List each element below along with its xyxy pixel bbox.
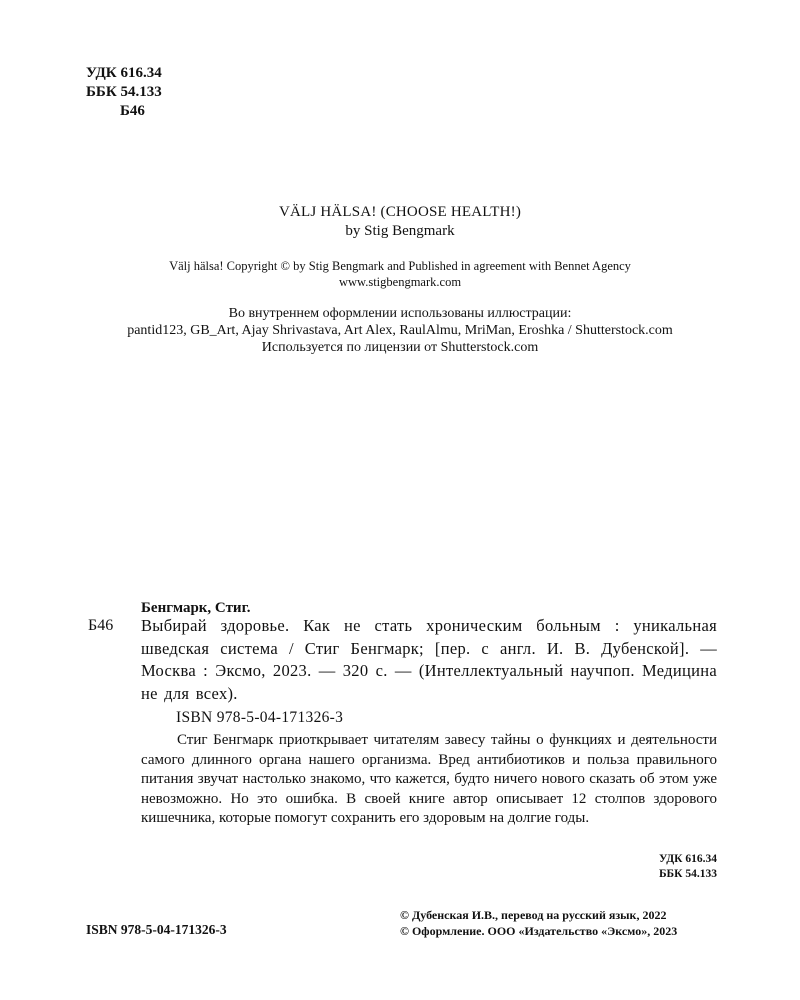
original-author: by Stig Bengmark (345, 223, 455, 239)
footer-udk: УДК 616.34 (658, 853, 717, 865)
original-title: VÄLJ HÄLSA! (CHOOSE HEALTH!) (278, 204, 522, 220)
bibliography-code: Б46 (88, 617, 114, 634)
bibliography-author: Бенгмарк, Стиг. (141, 600, 251, 616)
bibliography-isbn: ISBN 978-5-04-171326-3 (176, 709, 344, 726)
illustrations-credits (0, 305, 800, 356)
author-mark: Б46 (120, 103, 145, 119)
copyright-block (0, 258, 800, 290)
illustrations-intro: Во внутреннем оформлении использованы иллюстрации: (228, 306, 572, 321)
footer-bbk: ББК 54.133 (658, 868, 717, 880)
illustrations-license: Используется по лицензии от Shutterstock.com (261, 340, 539, 355)
author-website: www.stigbengmark.com (338, 275, 462, 289)
annotation-text: Стиг Бенгмарк приоткрывает читателям завесу тайны о функциях и деятельности самого длинного органа нашего организма. Вред антибиотиков и польза правильного питания звучат настолько знакомо, что кажется, будто ничего нового сказать об этом уже невозможно. Но это ошибка. В своей книге автор описывает 12 столпов здорового кишечника, которые помогут сохранить его здоровым на долгие годы. (141, 732, 717, 826)
illustrations-authors: pantid123, GB_Art, Ajay Shrivastava, Art Alex, RaulAlmu, MriMan, Eroshka / Shutterstock.com (127, 323, 673, 338)
classification-codes (86, 64, 162, 121)
footer-codes (600, 852, 717, 882)
copyright-line: Välj hälsa! Copyright © by Stig Bengmark and Published in agreement with Bennet Agency (169, 259, 631, 273)
design-copyright: © Оформление. ООО «Издательство «Эксмо», 2023 (400, 924, 678, 938)
bbk-code: ББК 54.133 (86, 84, 162, 100)
footer-isbn: ISBN 978-5-04-171326-3 (86, 922, 227, 937)
udk-code: УДК 616.34 (86, 65, 162, 81)
translation-copyright: © Дубенская И.В., перевод на русский язык, 2022 (400, 908, 667, 922)
bibliography-description: Выбирай здоровье. Как не стать хроническим больным : уникальная шведская система / Стиг Бенгмарк; [пер. с англ. И. В. Дубенской]. — Москва : Эксмо, 2023. — 320 с. — (Интеллектуальный научпоп. Медицина не для всех). (141, 616, 717, 703)
footer-copyrights (400, 907, 677, 939)
